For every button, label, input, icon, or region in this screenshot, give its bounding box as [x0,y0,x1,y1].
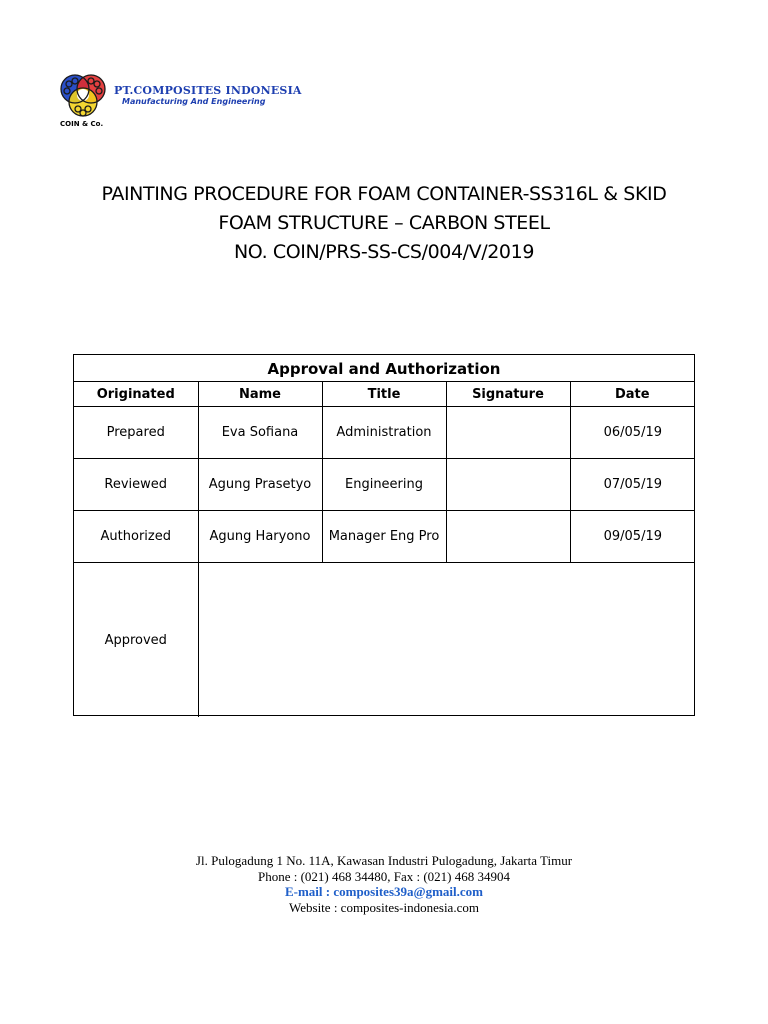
signature-cell [446,459,570,511]
title-line-1: PAINTING PROCEDURE FOR FOAM CONTAINER-SS316L & SKID [101,183,667,205]
footer-contact [0,853,768,915]
footer-phone: Phone : (021) 468 34480, Fax : (021) 468 34904 [257,868,511,884]
approval-table [73,354,695,716]
logo-tagline: Manufacturing And Engineering [122,97,266,106]
approved-signature-area [198,563,694,718]
header-signature: Signature [446,382,570,407]
table-row [74,459,694,511]
title-cell: Engineering [322,459,446,511]
logo-company-name: PT.COMPOSITES INDONESIA [114,84,302,97]
header-date: Date [570,382,694,407]
originated-cell: Reviewed [74,459,198,511]
name-cell: Eva Sofiana [198,407,322,459]
title-cell: Administration [322,407,446,459]
logo-abbreviation: COIN & Co. [60,120,104,128]
originated-cell: Prepared [74,407,198,459]
name-cell: Agung Prasetyo [198,459,322,511]
signature-cell [446,511,570,563]
header-name: Name [198,382,322,407]
header-title: Title [322,382,446,407]
footer-address: Jl. Pulogadung 1 No. 11A, Kawasan Industri Pulogadung, Jakarta Timur [195,853,573,868]
footer-email[interactable]: E-mail : composites39a@gmail.com [284,884,484,899]
header-originated: Originated [74,382,198,407]
date-cell: 09/05/19 [570,511,694,563]
originated-cell: Authorized [74,511,198,563]
approval-header-row [74,382,694,407]
title-line-2: FOAM STRUCTURE – CARBON STEEL [218,212,550,234]
table-row [74,407,694,459]
document-number: NO. COIN/PRS-SS-CS/004/V/2019 [233,241,535,263]
approval-caption: Approval and Authorization [74,355,694,382]
footer-website[interactable]: Website : composites-indonesia.com [289,899,479,915]
date-cell: 07/05/19 [570,459,694,511]
document-title [0,180,768,267]
signature-cell [446,407,570,459]
approved-row [74,563,694,718]
title-cell: Manager Eng Pro [322,511,446,563]
table-row [74,511,694,563]
company-logo [52,68,302,132]
date-cell: 06/05/19 [570,407,694,459]
approved-label: Approved [74,563,198,718]
name-cell: Agung Haryono [198,511,322,563]
company-logo-icon [58,72,108,118]
